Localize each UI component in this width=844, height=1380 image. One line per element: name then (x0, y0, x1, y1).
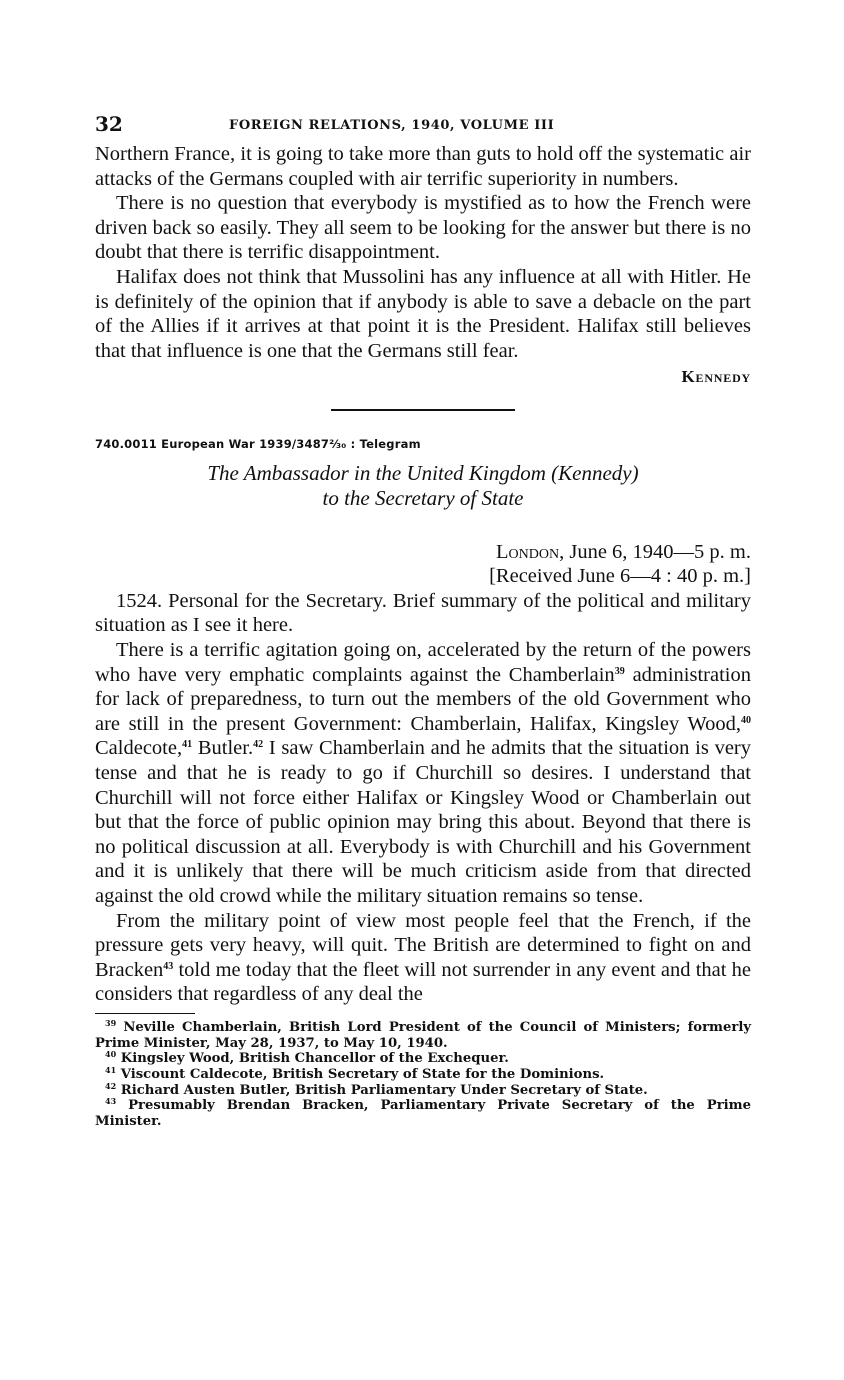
dateline (95, 540, 751, 589)
telegram-text (95, 589, 751, 1007)
footnote (95, 1098, 751, 1129)
footnote-text: Neville Chamberlain, British Lord President of the Council of Ministers; formerly Prime Minister, May 28, 1937, to May 10, 1940. (95, 1020, 752, 1051)
paragraph: Northern France, it is going to take more than guts to hold off the systematic air attacks of the Germans coupled with air terrific superiority in numbers. (95, 143, 751, 190)
paragraph (95, 638, 751, 909)
footnote-ref[interactable]: 43 (163, 960, 174, 972)
text-run: administration for lack of preparedness, to turn out the members of the old Government who are still in the present Government: Chamberlain, Halifax, Kingsley Wood, (95, 663, 751, 735)
footnote-mark: 43 (105, 1096, 117, 1107)
title-line: to the Secretary of State (322, 485, 524, 510)
footnote-text: Kingsley Wood, British Chancellor of the Exchequer. (120, 1051, 509, 1067)
footnote (95, 1080, 751, 1099)
footnote-ref[interactable]: 40 (741, 714, 751, 726)
page-header (95, 112, 751, 142)
page-number: 32 (95, 112, 123, 136)
footnote-mark: 42 (105, 1080, 117, 1091)
footnote (95, 1051, 751, 1067)
running-title: FOREIGN RELATIONS, 1940, VOLUME III (229, 118, 555, 133)
footnotes (95, 1020, 751, 1129)
footnote (95, 1064, 751, 1083)
file-number: 740.0011 European War 1939/3487⅔₀ : Telegram (95, 436, 421, 451)
footnote-text: Presumably Brendan Bracken, Parliamentary Private Secretary of the Prime Minister. (95, 1098, 752, 1129)
signature: Kennedy (681, 367, 751, 387)
text-run: From the military point of view most people feel that the French, if the pressure gets very heavy, will quit. The British are determined to fight on and Bracken (95, 909, 751, 981)
place-name: London (496, 540, 560, 563)
footnote-mark: 40 (105, 1049, 117, 1060)
footnote-mark: 39 (105, 1018, 117, 1029)
footnote (95, 1020, 751, 1051)
paragraph: Halifax does not think that Mussolini has any influence at all with Hitler. He is definitely of the opinion that if anybody is able to save a debacle on the part of the Allies if it arrives at that point it is the President. Halifax still believes that that influence is one that the Germans still fear. (95, 265, 751, 362)
text-run: Caldecote, (95, 737, 183, 760)
footnote-ref[interactable]: 39 (614, 665, 625, 677)
text-run: I saw Chamberlain and he admits that the situation is very tense and that he is ready to go if Churchill so desires. I understand that Churchill will not force either Halifax or Kingsley Wood or Chamberlain out but that the force of public opinion may bring this about. Beyond that there is no political discussion at all. Everybody is with Churchill and his Government and it is unlikely that there will be much criticism aside from that directed against the old crowd while the military situation remains so tense. (95, 737, 751, 907)
paragraph: 1524. Personal for the Secretary. Brief summary of the political and military situation as I see it here. (95, 589, 751, 637)
footnote-text: Richard Austen Butler, British Parliamentary Under Secretary of State. (120, 1082, 648, 1098)
document-page (95, 112, 751, 1129)
footnote-mark: 41 (105, 1064, 117, 1075)
text-run: Butler. (192, 737, 254, 760)
text-run: There is a terrific agitation going on, accelerated by the return of the powers who have very emphatic complaints against the Chamberlain (95, 639, 751, 686)
received-line: [Received June 6—4 : 40 p. m.] (489, 565, 751, 588)
footnote-ref[interactable]: 41 (182, 739, 193, 751)
date-time: , June 6, 1940—5 p. m. (559, 540, 751, 563)
footnote-text: Viscount Caldecote, British Secretary of State for the Dominions. (120, 1066, 605, 1082)
continuation-text (95, 142, 751, 363)
text-run: told me today that the fleet will not surrender in any event and that he considers that regardless of any deal the (95, 958, 751, 1006)
footnote-divider (95, 1013, 195, 1014)
paragraph (95, 909, 751, 1007)
paragraph: There is no question that everybody is mystified as to how the French were driven back so easily. They all seem to be looking for the answer but there is no doubt that there is terrific disappointment. (95, 192, 751, 264)
section-divider (331, 409, 515, 411)
document-title (95, 461, 751, 511)
title-line: The Ambassador in the United Kingdom (Kennedy) (207, 460, 639, 485)
date-line (95, 540, 751, 565)
footnote-ref[interactable]: 42 (253, 739, 264, 751)
